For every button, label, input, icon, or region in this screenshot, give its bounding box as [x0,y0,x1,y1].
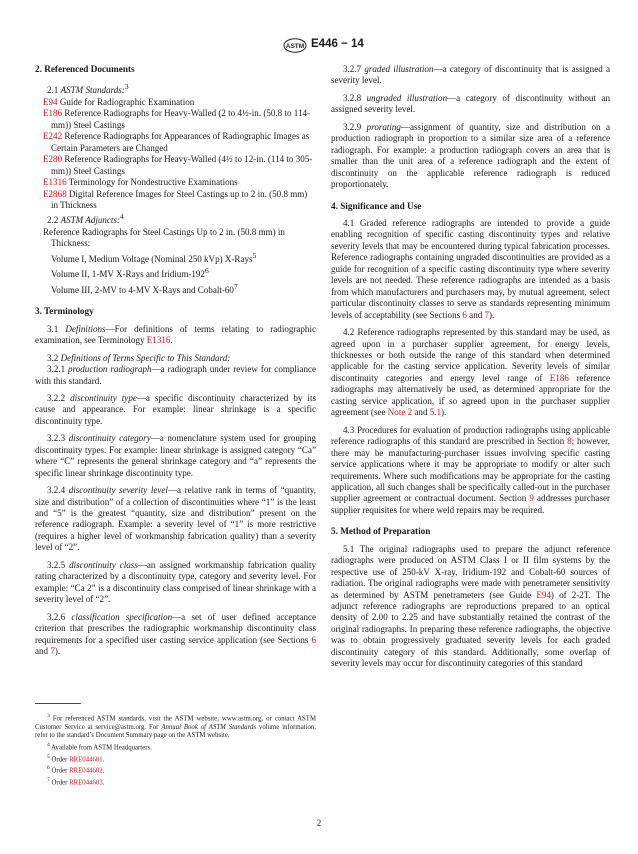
para-4-3: 4.3 Procedures for evaluation of production radiographs using applicable reference radiographs of this standard are prescribed in Section 8; however, there may be manufacturing-purchaser issues involving specific casting service applications where it may be appropriate to modify or alter such requirements. Where such modifications may be appropriate for the casting application, all such changes shall be specifically called-out in the purchaser supplier agreement or contractual document. Section 9 addresses purchaser supplier requisites for where weld repairs may be required. [331,424,610,515]
link-rre044601[interactable]: RRE044601 [69,755,103,763]
para-3-2-7: 3.2.7 graded illustration—a category of discontinuity that is assigned a severity level. [331,64,611,86]
ref-e280[interactable]: E280 Reference Radiographs for Heavy-Walled (4½ to 12-in. (114 to 305-mm)) Steel Castings [43,154,313,176]
ref-e94[interactable]: E94 Guide for Radiographic Examination [43,96,195,107]
adjunct-volume-1: Volume I, Medium Voltage (Nominal 250 kVp) X-Rays$^5$ [51,250,257,264]
link-e1316[interactable]: E1316 [146,335,171,346]
para-3-2-8: 3.2.8 ungraded illustration—a category of discontinuity without an assigned severity level. [331,92,611,115]
para-3-2-6: 3.2.6 classification specification—a set of user defined acceptance criterion that prescribes the radiographic workmanship discontinuity class requirements for a specified user casting service application (see Sections 6 and 7). [35,611,316,657]
svg-text:ASTM: ASTM [285,43,305,50]
para-2-1: 2.1 ASTM Standards:$^3$ [47,82,129,96]
para-4-2: 4.2 Reference radiographs represented by this standard may be used, as agreed upon in a purchaser supplier agreement, for energy levels, thicknesses or both outside the range of this standard when determined applicable for the casting service application. Severity levels of similar discontinuity categories and energy level range of E186 reference radiographs may alternatively be used, as determined appropriate for the casting service application, if so agreed upon in the purchaser supplier agreement (see Note 2 and 5.1). [331,327,610,418]
para-3-2-2: 3.2.2 discontinuity type—a specific discontinuity characterized by its cause and appearance. For example: linear shrinkage is a specific discontinuity type. [35,392,316,426]
ref-e2868[interactable]: E2868 Digital Reference Images for Steel Castings up to 2 in. (50.8 mm) in Thickness [43,188,308,210]
adjunct-title: Reference Radiographs for Steel Castings Up to 2 in. (50.8 mm) in Thickness: [43,226,285,249]
link-rre044602[interactable]: RRE044602 [69,767,103,775]
link-section-8[interactable]: 8 [567,436,572,447]
para-3-2-4: 3.2.4 discontinuity severity level—a relative rank in terms of “quantity, size and distribution” of a collection of discontinuities where “1” is the least and “5” is the greatest “quantity, size and distribution” present on the reference radiograph. Example: a severity level of “1” is more restrictive (requires a higher level of workmanship fabrication quality) than a severity level of “2”. [35,485,316,553]
left-column [35,64,316,657]
link-e94[interactable]: E94 [536,589,551,600]
page-number: 2 [316,818,322,828]
astm-logo-icon [283,38,307,53]
link-e186[interactable]: E186 [549,372,569,383]
para-3-2: 3.2 Definitions of Terms Specific to This Standard: [47,352,231,363]
footnote-3: $^3$ For referenced ASTM standards, visit the ASTM website, www.astm.org, or contact ASTM Customer Service at service@astm.org. For Annual Book of ASTM Standards volume information, refer to the standard’s Document Summary page on the ASTM website. [35,713,316,740]
adjunct-volume-2: Volume II, 1-MV X-Rays and Iridium-$192^6$ [51,266,209,280]
link-section-6[interactable]: 6 [311,634,316,645]
footnote-7: $^7$ Order RRE044603. [47,777,105,787]
para-3-2-5: 3.2.5 discontinuity class—an assigned workmanship fabrication quality rating characterized by a discontinuity type, category and severity level. For example: “Ca 2” is a discontinuity class comprised of linear shrinkage with a severity level of “2”. [35,559,316,605]
para-5-1: 5.1 The original radiographs used to prepare the adjunct reference radiographs were produced on ASTM Class I or II film systems by the respective use of 250-kV X-ray, Iridium-192 and Cobalt-60 sources of radiation. The original radiographs were made with penetrameter sensitivity as determined by ASTM penetrameters (see Guide E94) of 2-2T. The adjunct reference radiographs are reproductions prepared to an optical density of 2.00 to 2.25 and have substantially retained the contrast of the original radiographs. In preparing these reference radiographs, the objective was to obtain progressively graduated severity levels for each graded discontinuity category of this standard. Additionally, some overlap of severity levels may occur for discontinuity categories of this standard [331,543,610,669]
footnote-6: $^6$ Order RRE044602. [47,765,105,775]
para-3-2-3: 3.2.3 discontinuity category—a nomenclature system used for grouping discontinuity types. For example: linear shrinkage is assigned category “Ca” where “C” represents the general shrinkage category and “a” represents the specific linear shrinkage discontinuity type. [35,433,316,478]
link-section-5-1[interactable]: 5.1 [429,407,442,418]
link-section-6[interactable]: 6 [462,309,467,320]
ref-e186[interactable]: E186 Reference Radiographs for Heavy-Walled (2 to 4½-in. (50.8 to 114-mm)) Steel Castings [43,108,311,130]
link-section-7[interactable]: 7 [50,646,55,657]
section-3-heading: 3. Terminology [35,306,94,317]
para-3-2-1: 3.2.1 production radiograph—a radiograph under review for compliance with this standard. [35,364,316,386]
right-column [331,64,610,670]
footnote-rule [35,703,81,704]
link-rre044603[interactable]: RRE044603 [69,779,103,787]
section-4-heading: 4. Significance and Use [331,200,422,211]
link-section-7[interactable]: 7 [484,309,490,320]
para-3-2-9: 3.2.9 prorating—assignment of quantity, size and distribution on a production radiograph in proportion to a similar size area of a reference radiograph. For example: a production radiograph covers an area that is smaller than the unit area of a reference radiograph and the extent of discontinuity on the applicable reference radiograph is reduced proportionately. [331,121,611,190]
footnote-4: $^4$ Available from ASTM Headquarters. [47,741,152,752]
footnote-5: $^5$ Order RRE044601. [47,753,105,763]
section-2-heading: 2. Referenced Documents [35,64,135,74]
adjunct-volume-3: Volume III, 2-MV to 4-MV X-Rays and Cobalt-$60^7$ [51,281,238,295]
section-5-heading: 5. Method of Preparation [331,526,431,537]
ref-e242[interactable]: E242 Reference Radiographs for Appearances of Radiographic Images as Certain Parameters are Changed [43,131,310,153]
footnotes [35,712,316,788]
page-header [0,36,638,58]
link-note-2[interactable]: Note 2 [387,407,413,418]
link-section-9[interactable]: 9 [529,493,534,504]
para-4-1: 4.1 Graded reference radiographs are intended to provide a guide enabling recognition of specific casting discontinuity types and relative severity levels that may be encountered during typical fabrication processes. Reference radiographs containing ungraded discontinuities are provided as a guide for recognition of a specific casting discontinuity type where severity levels are not needed. These reference radiographs are intended as a basis from which manufacturers and purchasers may, by mutual agreement, select particular discontinuity classes to serve as standards representing minimum levels of acceptability (see Sections 6 and 7). [331,217,610,320]
para-2-2: 2.2 ASTM Adjuncts:$^4$ [47,212,124,226]
para-3-1: 3.1 Definitions—For definitions of terms relating to radiographic examination, see Terminology E1316. [35,323,316,346]
ref-e1316[interactable]: E1316 Terminology for Nondestructive Examinations [43,177,238,188]
document-code: E446 − 14 [311,38,364,50]
